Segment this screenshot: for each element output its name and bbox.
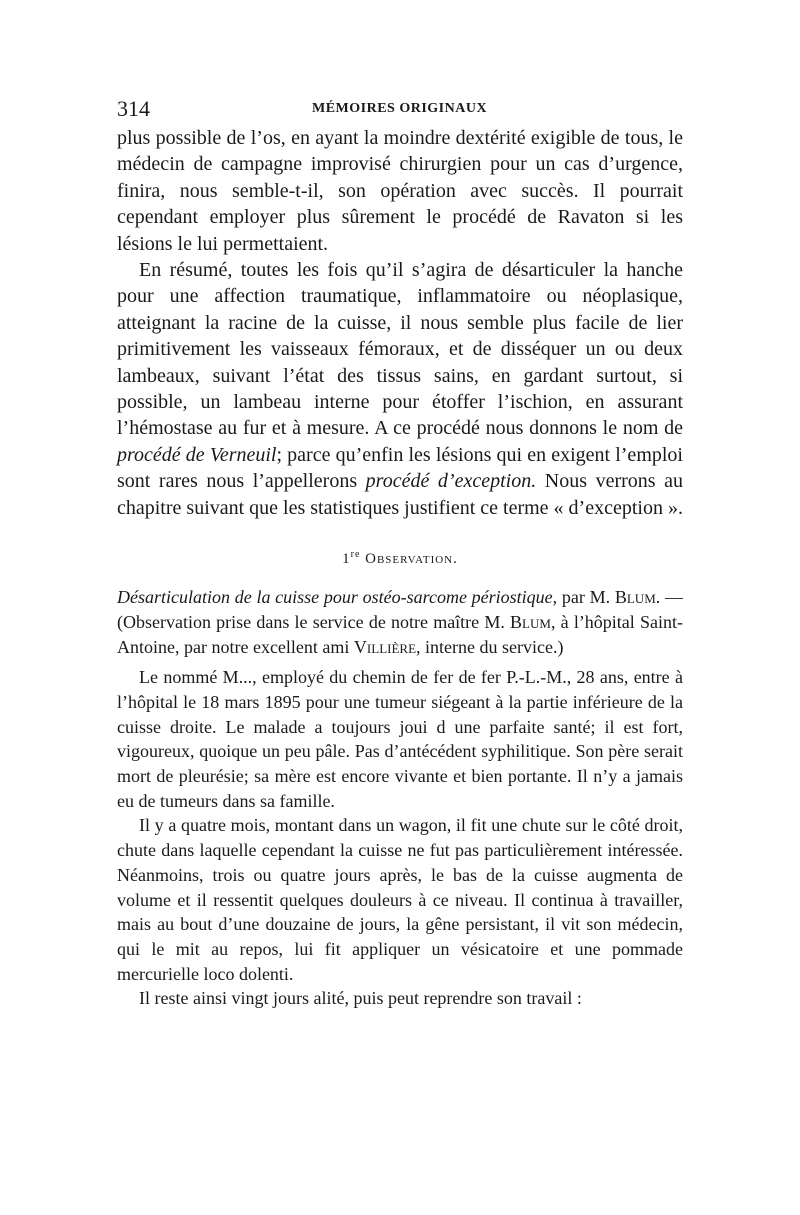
observation-name-1: Blum (614, 587, 656, 608)
observation-title-italic: Désarticulation de la cuisse pour ostéo-sarcome périostique, (117, 587, 558, 608)
observation-title-text-2: . — (Observation prise dans le service de notre maître M. (117, 587, 683, 632)
observation-paragraph-2: Il y a quatre mois, montant dans un wagon, il fit une chute sur le côté droit, chute dans laquelle cependant la cuisse ne fut pas particulièrement intéressée. Néanmoins, trois ou quatre jours après, le bas de la cuisse augmenta de volume et il ressentit quelques douleurs à ce niveau. Il continua à travailler, mais au bout d’une douzaine de jours, la gêne persistant, il vit son médecin, qui le mit au repos, lui fit appliquer un vésicatoire et une pommade mercurielle loco dolenti. (117, 815, 683, 984)
observation-title (117, 585, 683, 659)
paragraph-summary (117, 257, 683, 521)
observation-paragraph-1: Le nommé M..., employé du chemin de fer de fer P.-L.-M., 28 ans, entre à l’hôpital le 18 mars 1895 pour une tumeur siégeant à la partie inférieure de la cuisse droite. Le malade a toujours joui d une parfaite santé; il est fort, vigoureux, quoique un peu pâle. Pas d’antécédent syphilitique. Son père serait mort de pleurésie; sa mère est encore vivante et bien portante. Il n’y a jamais eu de tumeurs dans sa famille. (117, 667, 683, 811)
observation-label: Observation. (365, 551, 458, 568)
page-header (117, 96, 683, 126)
summary-italic-exception: procédé d’exception. (365, 470, 537, 493)
summary-text-2: ; parce qu’enfin les lésions qui en exigent l’emploi sont rares nous l’appellerons (117, 443, 683, 493)
observation-number: 1 (342, 551, 351, 568)
summary-text-3: Nous verrons au chapitre suivant que les statistiques justifient ce terme « d’exception ». (117, 470, 683, 519)
observation-superscript: re (350, 549, 361, 561)
observation-paragraph-3: Il reste ainsi vingt jours alité, puis peut reprendre son travail : (139, 988, 582, 1009)
observation-title-text-1: par M. (557, 587, 615, 608)
observation-heading (117, 545, 683, 569)
summary-text-1: En résumé, toutes les fois qu’il s’agira de désarticuler la hanche pour une affection traumatique, inflammatoire ou néoplasique, atteignant la racine de la cuisse, il nous semble plus facile de lier primitivement les vaisseaux fémoraux, et de disséquer un ou deux lambeaux, suivant l’état des tissus sains, en gardant surtout, si possible, un lambeau interne pour étoffer l’ischion, en assurant l’hémostase au fur et à mesure. A ce procédé nous donnons le nom de (117, 259, 683, 440)
observation-name-2: Blum (510, 611, 551, 632)
observation-name-3: Villière (353, 636, 417, 657)
summary-italic-verneuil: procédé de Verneuil (117, 443, 277, 466)
paragraph-continuation: plus possible de l’os, en ayant la moindre dextérité exigible de tous, le médecin de campagne improvisé chirurgien pour un cas d’urgence, finira, nous semble-t-il, son opération avec succès. Il pourrait cependant employer plus sûrement le procédé de Ravaton si les lésions le lui permettaient. (117, 127, 683, 255)
page-number: 314 (117, 96, 150, 121)
observation-title-text-4: , interne du service.) (416, 636, 564, 657)
running-head: MÉMOIRES ORIGINAUX (312, 101, 488, 116)
body-text (117, 125, 683, 1011)
observation-title-text-3: , à l’hôpital Saint-Antoine, par notre excellent ami (117, 611, 683, 657)
